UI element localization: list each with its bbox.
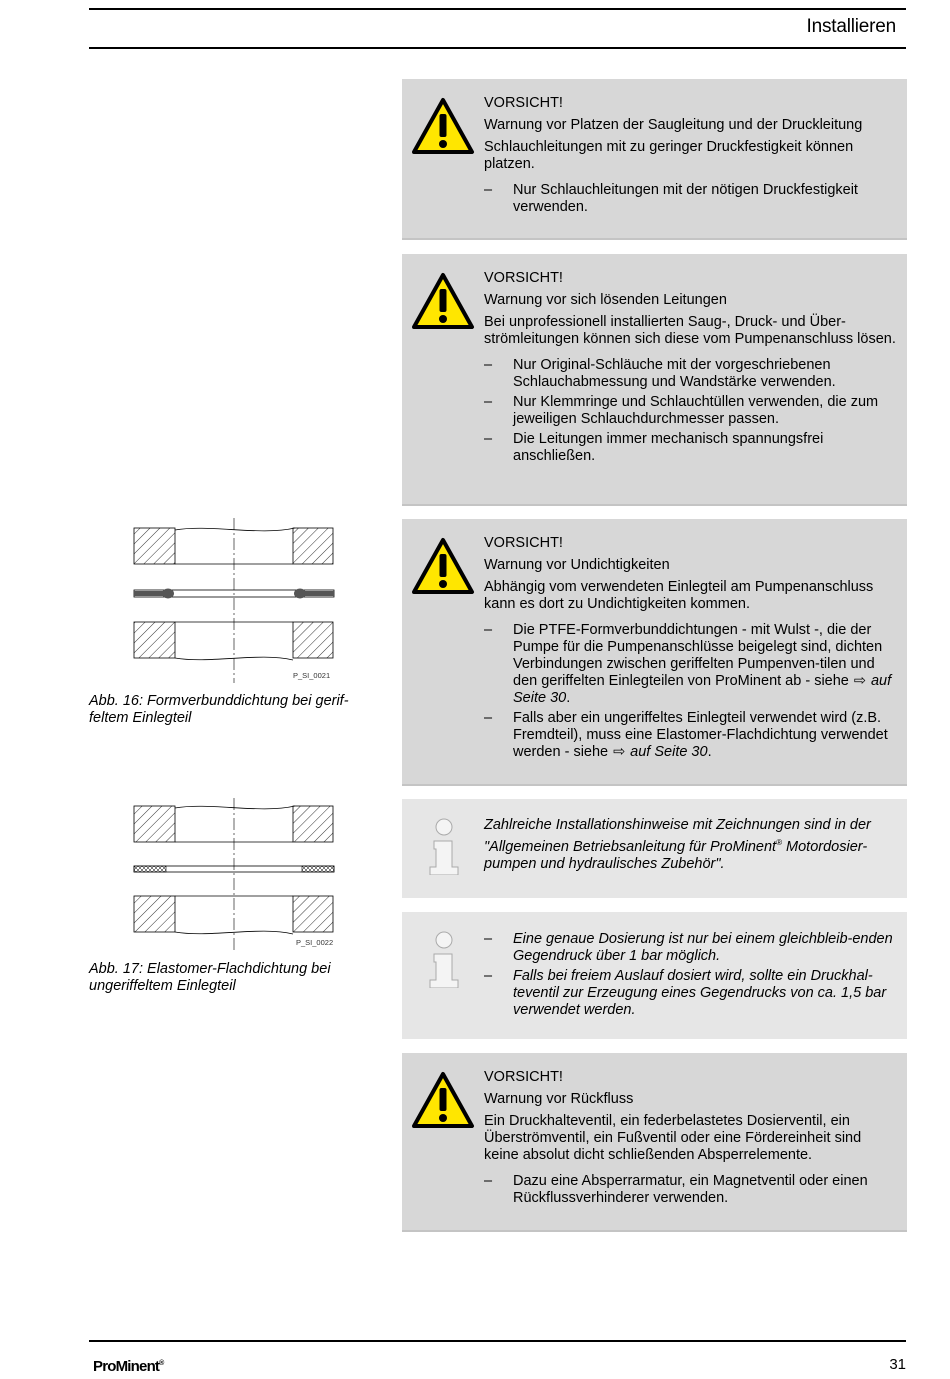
list-item-text: Dazu eine Absperrarmatur, ein Magnetventil oder einen Rückflussverhinderer verwenden. [513, 1173, 868, 1206]
instruction-list [484, 182, 899, 216]
warning-text: Ein Druckhalteventil, ein federbelastetes Dosierventil, ein Überströmventil, ein Fußventil oder eine Fördereinheit sind keine absolut dicht schließenden Absperrelemente. [484, 1113, 862, 1163]
dash-bullet: – [484, 394, 493, 410]
note-text: Zahlreiche Installationshinweise mit Zeichnungen sind in der "Allgemeinen Betriebsanleitung für ProMinent [484, 817, 871, 855]
signal-word: VORSICHT! [484, 1069, 563, 1085]
dash-bullet: – [484, 182, 493, 198]
instruction-list [484, 622, 899, 761]
warning-heading: Warnung vor Undichtigkeiten [484, 557, 670, 573]
warning-box-leakage [402, 519, 907, 786]
warning-triangle-icon [411, 97, 475, 155]
figure-caption: Abb. 17: Elastomer-Flachdichtung bei ungeriffeltem Einlegteil [89, 961, 331, 994]
signal-word: VORSICHT! [484, 95, 563, 111]
footer-rule [89, 1340, 906, 1342]
header-bottom-rule [89, 47, 906, 49]
page-number: 31 [889, 1356, 906, 1373]
period: . [566, 690, 571, 706]
list-item [484, 357, 899, 391]
page-title: Installieren [806, 16, 896, 37]
warning-heading: Warnung vor sich lösenden Leitungen [484, 292, 727, 308]
warning-box-backflow [402, 1053, 907, 1232]
list-item-text: Nur Schlauchleitungen mit der nötigen Druckfestigkeit verwenden. [513, 182, 858, 215]
dash-bullet: – [484, 357, 493, 373]
signal-word: VORSICHT! [484, 535, 563, 551]
list-item-text: Falls aber ein ungeriffeltes Einlegteil verwendet wird (z.B. Fremdteil), muss eine Elastomer-Flachdichtung verwendet werden - siehe [513, 710, 888, 760]
list-item-text: Falls bei freiem Auslauf dosiert wird, sollte ein Druckhal-teventil zur Erzeugung eines Gegendrucks von ca. 1,5 bar verwendet werden. [513, 968, 887, 1018]
info-note-installation-hints [402, 799, 907, 898]
list-item [484, 710, 899, 761]
brand-name: ProMinent [93, 1358, 160, 1375]
dash-bullet: – [484, 968, 493, 984]
list-item [484, 1173, 899, 1207]
page-reference-arrow-icon: ⇨ [613, 744, 626, 760]
page-reference-link[interactable]: auf Seite 30 [513, 673, 892, 706]
warning-triangle-icon [411, 537, 475, 595]
list-item [484, 968, 899, 1019]
warning-triangle-icon [411, 272, 475, 330]
warning-triangle-icon [411, 1071, 475, 1129]
warning-heading: Warnung vor Platzen der Saugleitung und der Druckleitung [484, 117, 863, 133]
warning-text: Schlauchleitungen mit zu geringer Druckfestigkeit können platzen. [484, 139, 854, 172]
figure-label: P_SI_0021 [293, 671, 331, 680]
figure-caption: Abb. 16: Formverbunddichtung bei gerif-feltem Einlegteil [89, 693, 349, 726]
list-item-text: Eine genaue Dosierung ist nur bei einem gleichbleib-enden Gegendruck über 1 bar möglich. [513, 931, 893, 964]
info-note-dosing [402, 912, 907, 1039]
note-text: Motordosier-pumpen und hydraulisches Zubehör". [484, 838, 868, 872]
list-item-text: Die PTFE-Formverbunddichtungen - mit Wulst -, die der Pumpe für die Pumpenanschlüsse beigelegt sind, dichten Verbindungen zwischen geriffelten Pumpenven-tilen und den geriffelten Einlegteilen von ProMinent ab - siehe [513, 622, 883, 689]
list-item [484, 622, 899, 707]
instruction-list [484, 357, 899, 465]
registered-mark: ® [776, 838, 782, 847]
list-item [484, 182, 899, 216]
header-top-rule [89, 8, 906, 10]
note-list [484, 931, 899, 1019]
signal-word: VORSICHT! [484, 270, 563, 286]
brand-logo [93, 1358, 164, 1375]
list-item [484, 394, 899, 428]
dash-bullet: – [484, 931, 493, 947]
list-item-text: Nur Original-Schläuche mit der vorgeschriebenen Schlauchabmessung und Wandstärke verwenden. [513, 357, 836, 390]
dash-bullet: – [484, 622, 493, 638]
dash-bullet: – [484, 431, 493, 447]
registered-mark: ® [159, 1360, 164, 1367]
list-item [484, 431, 899, 465]
list-item-text: Nur Klemmringe und Schlauchtüllen verwenden, die zum jeweiligen Schlauchdurchmesser passen. [513, 394, 879, 427]
warning-text: Bei unprofessionell installierten Saug-, Druck- und Über-strömleitungen können sich diese vom Pumpenanschluss lösen. [484, 314, 896, 347]
list-item-text: Die Leitungen immer mechanisch spannungsfrei anschließen. [513, 431, 824, 464]
period: . [707, 744, 712, 760]
warning-text: Abhängig vom verwendeten Einlegteil am Pumpenanschluss kann es dort zu Undichtigkeiten kommen. [484, 579, 874, 612]
figure-label: P_SI_0022 [296, 938, 334, 947]
dash-bullet: – [484, 1173, 493, 1189]
dash-bullet: – [484, 710, 493, 726]
list-item [484, 931, 899, 965]
figure-elastomer-flachdichtung [130, 798, 340, 953]
info-icon [422, 815, 472, 875]
warning-box-burst [402, 79, 907, 240]
warning-heading: Warnung vor Rückfluss [484, 1091, 634, 1107]
figure-formverbunddichtung [130, 518, 340, 683]
warning-box-loosening-lines [402, 254, 907, 506]
page-reference-arrow-icon: ⇨ [853, 673, 866, 689]
instruction-list [484, 1173, 899, 1207]
page-reference-link[interactable]: auf Seite 30 [630, 744, 708, 760]
info-icon [422, 928, 472, 988]
